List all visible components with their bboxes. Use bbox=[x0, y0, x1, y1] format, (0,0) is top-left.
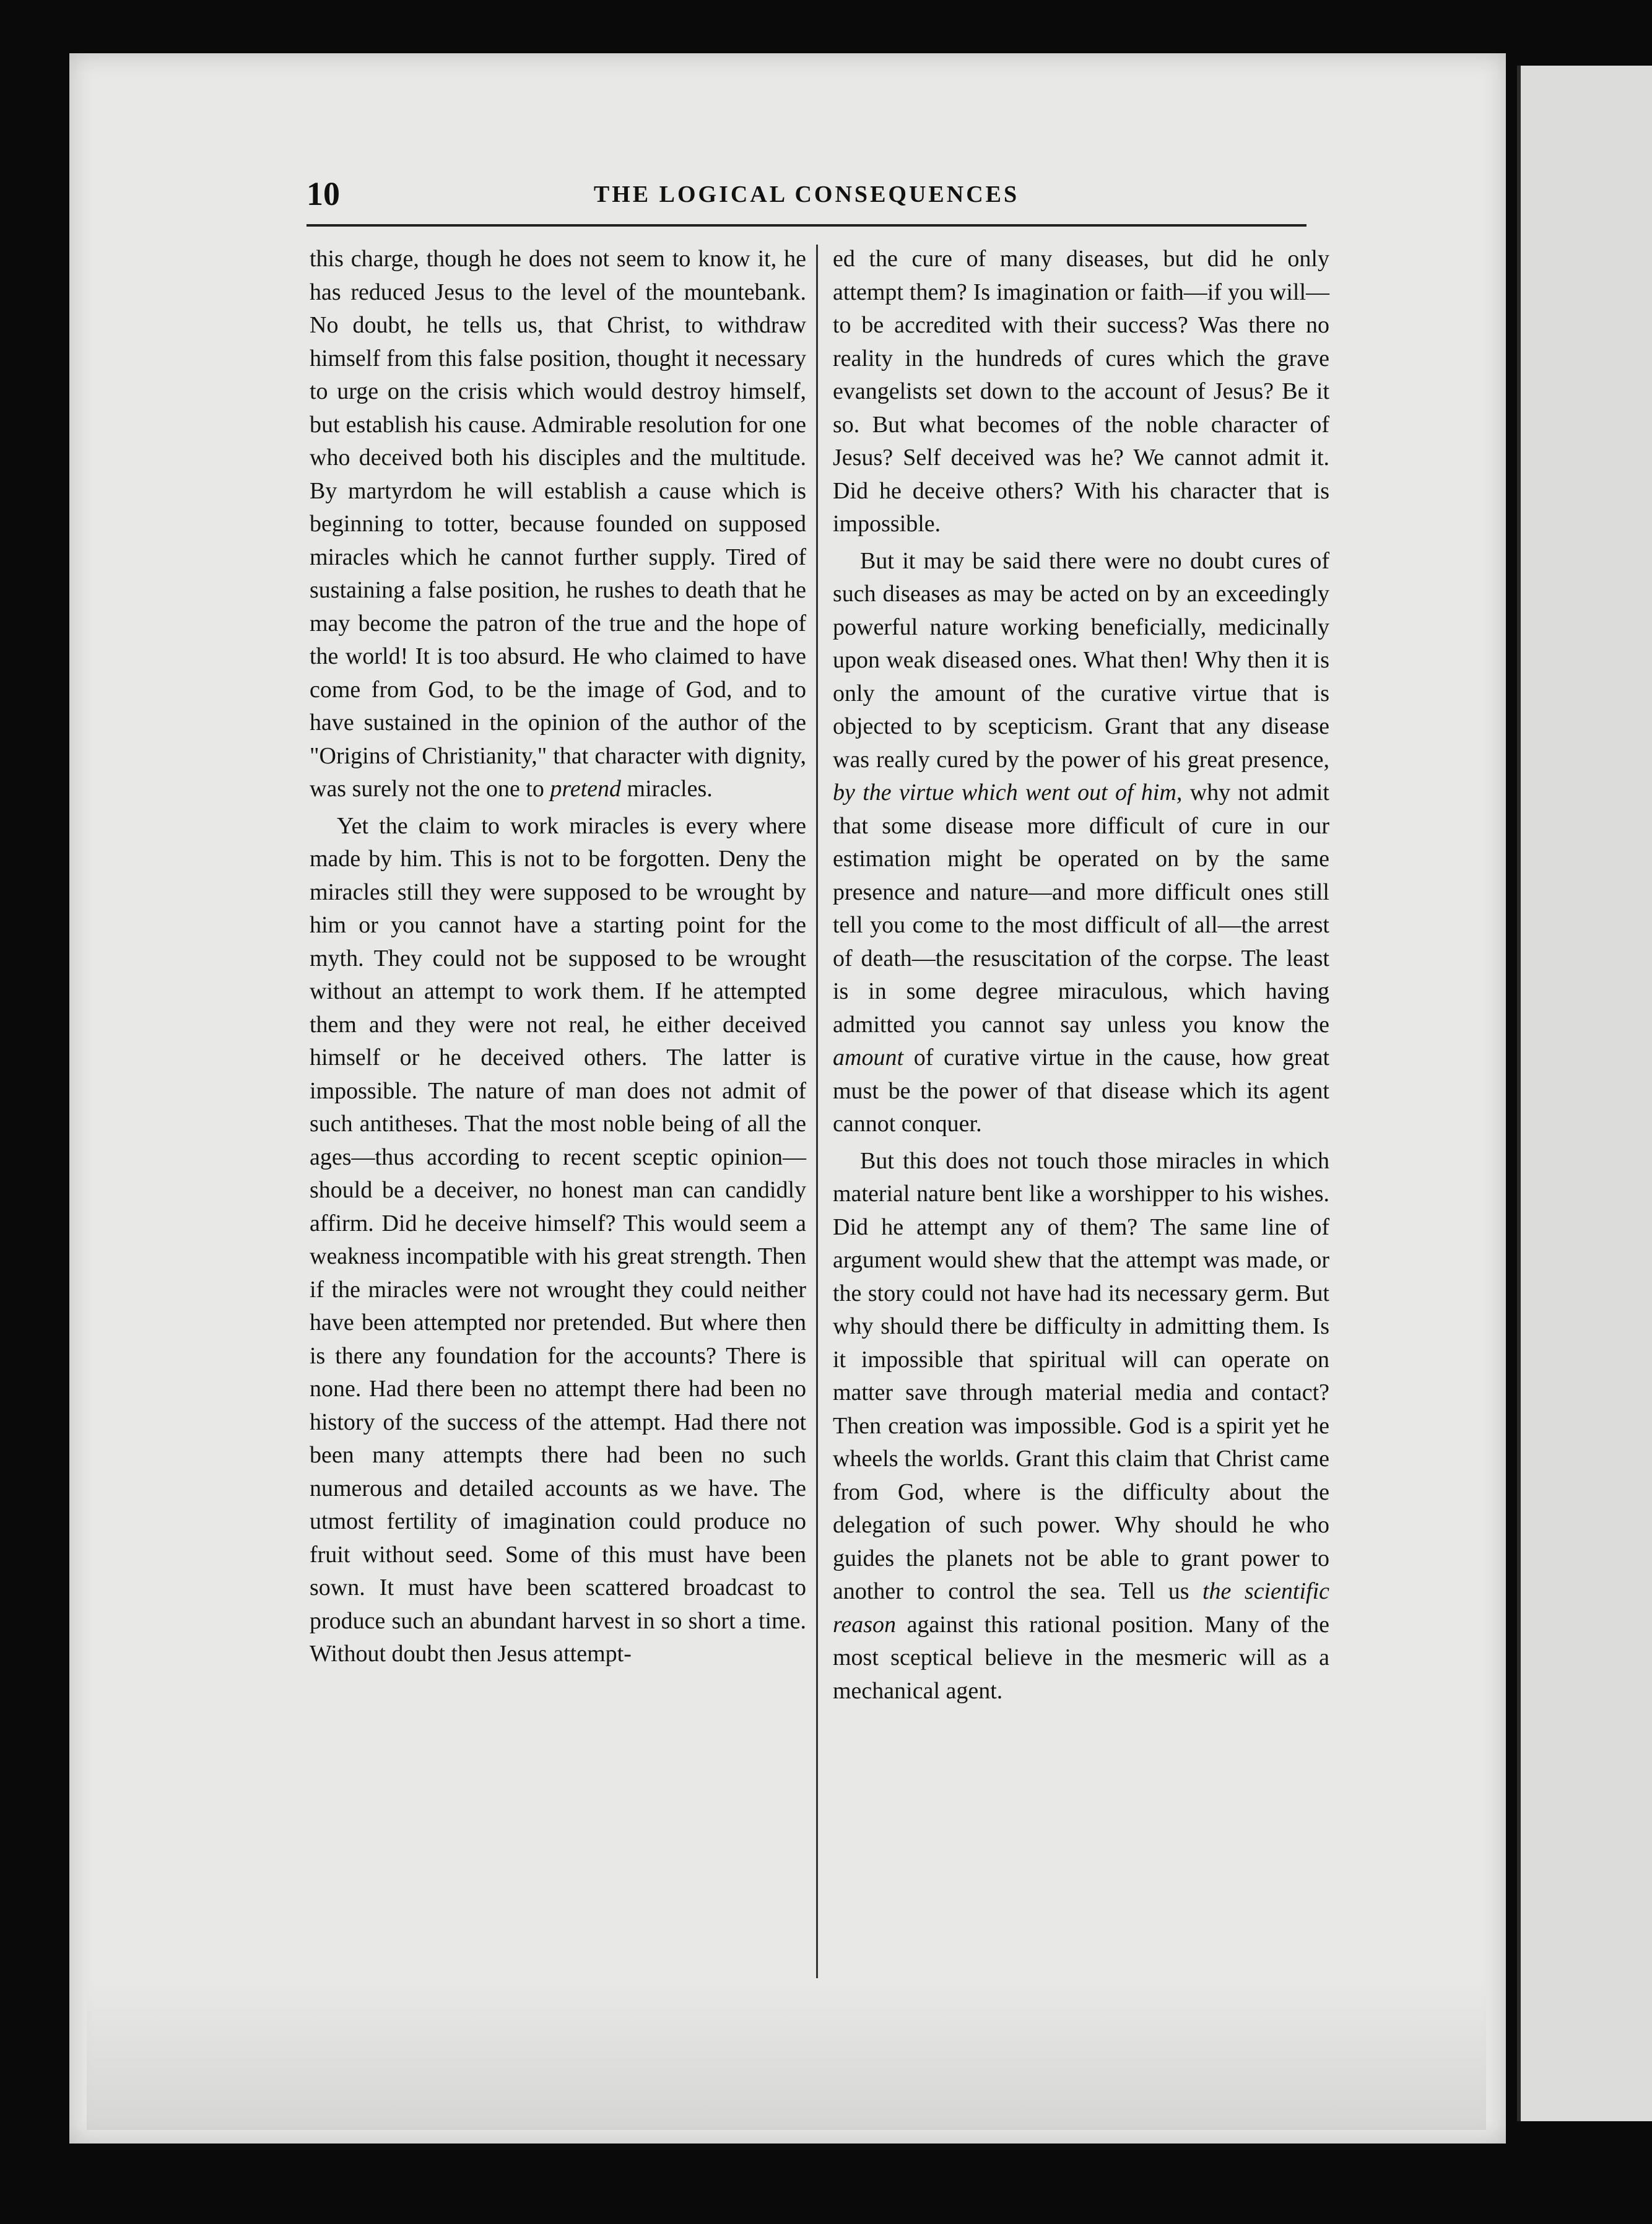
right-paragraph-3 bbox=[833, 1145, 1329, 1708]
column-divider bbox=[816, 245, 818, 1978]
right-p2-italic-1: by the virtue which went out of him, bbox=[833, 780, 1183, 806]
right-p2-start: But it may be said there were no doubt cures of such diseases as may be acted on by an exceedingly powerful nature working beneficially, medicinally upon weak diseased ones. What then! Why then it is only the amount of the curative virtue that is objected to by scepticism. Grant that any disease was really cured by the power of his great presence, bbox=[833, 547, 1329, 773]
right-column bbox=[833, 243, 1329, 1708]
page-header bbox=[306, 175, 1306, 224]
left-p1-end: miracles. bbox=[627, 776, 713, 802]
left-p1-text: this charge, though he does not seem to know it, he has reduced Jesus to the level of the mountebank. No doubt, he tells us, that Christ, to withdraw himself from this false position, thought it necessary to urge on the crisis which would destroy himself, but establish his cause. Admirable resolution for one who deceived both his disciples and the multitude. By martyrdom he will establish a cause which is beginning to totter, because founded on supposed miracles which he cannot further supply. Tired of sustaining a false position, he rushes to death that he may become the patron of the true and the hope of the world! It is too absurd. He who claimed to have come from God, to be the image of God, and to have sustained in the opinion of the author of the "Origins of Christianity," that character with dignity, was surely not the one to bbox=[310, 246, 806, 802]
right-p2-end: of curative virtue in the cause, how great must be the power of that disease which its agent cannot conquer. bbox=[833, 1045, 1329, 1137]
right-p2-mid: why not admit that some disease more difficult of cure in our estimation might be operated on by the same presence and nature—and more difficult ones still tell you come to the most difficult of all—the arrest of death—the resuscitation of the corpse. The least is in some degree miraculous, which having admitted you cannot say unless you know the bbox=[833, 780, 1329, 1038]
left-paragraph-1 bbox=[310, 243, 806, 806]
header-rule bbox=[306, 224, 1306, 227]
right-p2-italic-2: amount bbox=[833, 1045, 903, 1071]
page-bottom-shade bbox=[87, 1981, 1486, 2130]
right-p3-start: But this does not touch those miracles in which material nature bent like a worshipper to his wishes. Did he attempt any of them? The same line of argument would shew that the attempt was made, or the story could not have had its necessary germ. But why should there be difficulty in admitting them. Is it impossible that spiritual will can operate on matter save through material media and contact? Then creation was impossible. God is a spirit yet he wheels the worlds. Grant this claim that Christ came from God, where is the difficulty about the delegation of such power. Why should he who guides the planets not be able to grant power to another to control the sea. Tell us bbox=[833, 1147, 1329, 1604]
right-paragraph-1: ed the cure of many diseases, but did he only attempt them? Is imagination or faith—if you will—to be accredited with their success? Was there no reality in the hundreds of cures which the grave evangelists set down to the account of Jesus? Be it so. But what becomes of the noble character of Jesus? Self deceived was he? We cannot admit it. Did he deceive others? With his character that is impossible. bbox=[833, 246, 1329, 537]
running-title: THE LOGICAL CONSEQUENCES bbox=[593, 181, 1020, 207]
right-p3-end: against this rational position. Many of the most sceptical believe in the mesmeric will as a mechanical agent. bbox=[833, 1611, 1330, 1704]
right-p3-italic: the scientific reason bbox=[833, 1578, 1329, 1638]
left-paragraph-2: Yet the claim to work miracles is every where made by him. This is not to be forgotten. Deny the miracles still they were supposed to be wrought by him or you cannot have a starting point for the myth. They could not be supposed to be wrought without an attempt to work them. If he attempted them and they were not real, he either deceived himself or he deceived others. The latter is impossible. The nature of man does not admit of such antitheses. That the most noble being of all the ages—thus according to recent sceptic opinion—should be a deceiver, no honest man can candidly affirm. Did he deceive himself? This would seem a weakness incompatible with his great strength. Then if the miracles were not wrought they could neither have been attempted nor pretended. But where then is there any foundation for the accounts? There is none. Had there been no attempt there had been no history of the success of the attempt. Had there not been many attempts there had been no such numerous and detailed accounts as we have. The utmost fertility of imagination could produce no fruit without seed. Some of this must have been sown. It must have been scattered broadcast to produce such an abundant harvest in so short a time. Without doubt then Jesus attempt- bbox=[310, 812, 806, 1667]
right-paragraph-2 bbox=[833, 545, 1329, 1141]
page-number: 10 bbox=[306, 175, 340, 212]
left-p1-italic: pretend bbox=[550, 776, 622, 802]
adjacent-page-edge bbox=[1517, 66, 1652, 2121]
left-column bbox=[310, 243, 806, 1671]
